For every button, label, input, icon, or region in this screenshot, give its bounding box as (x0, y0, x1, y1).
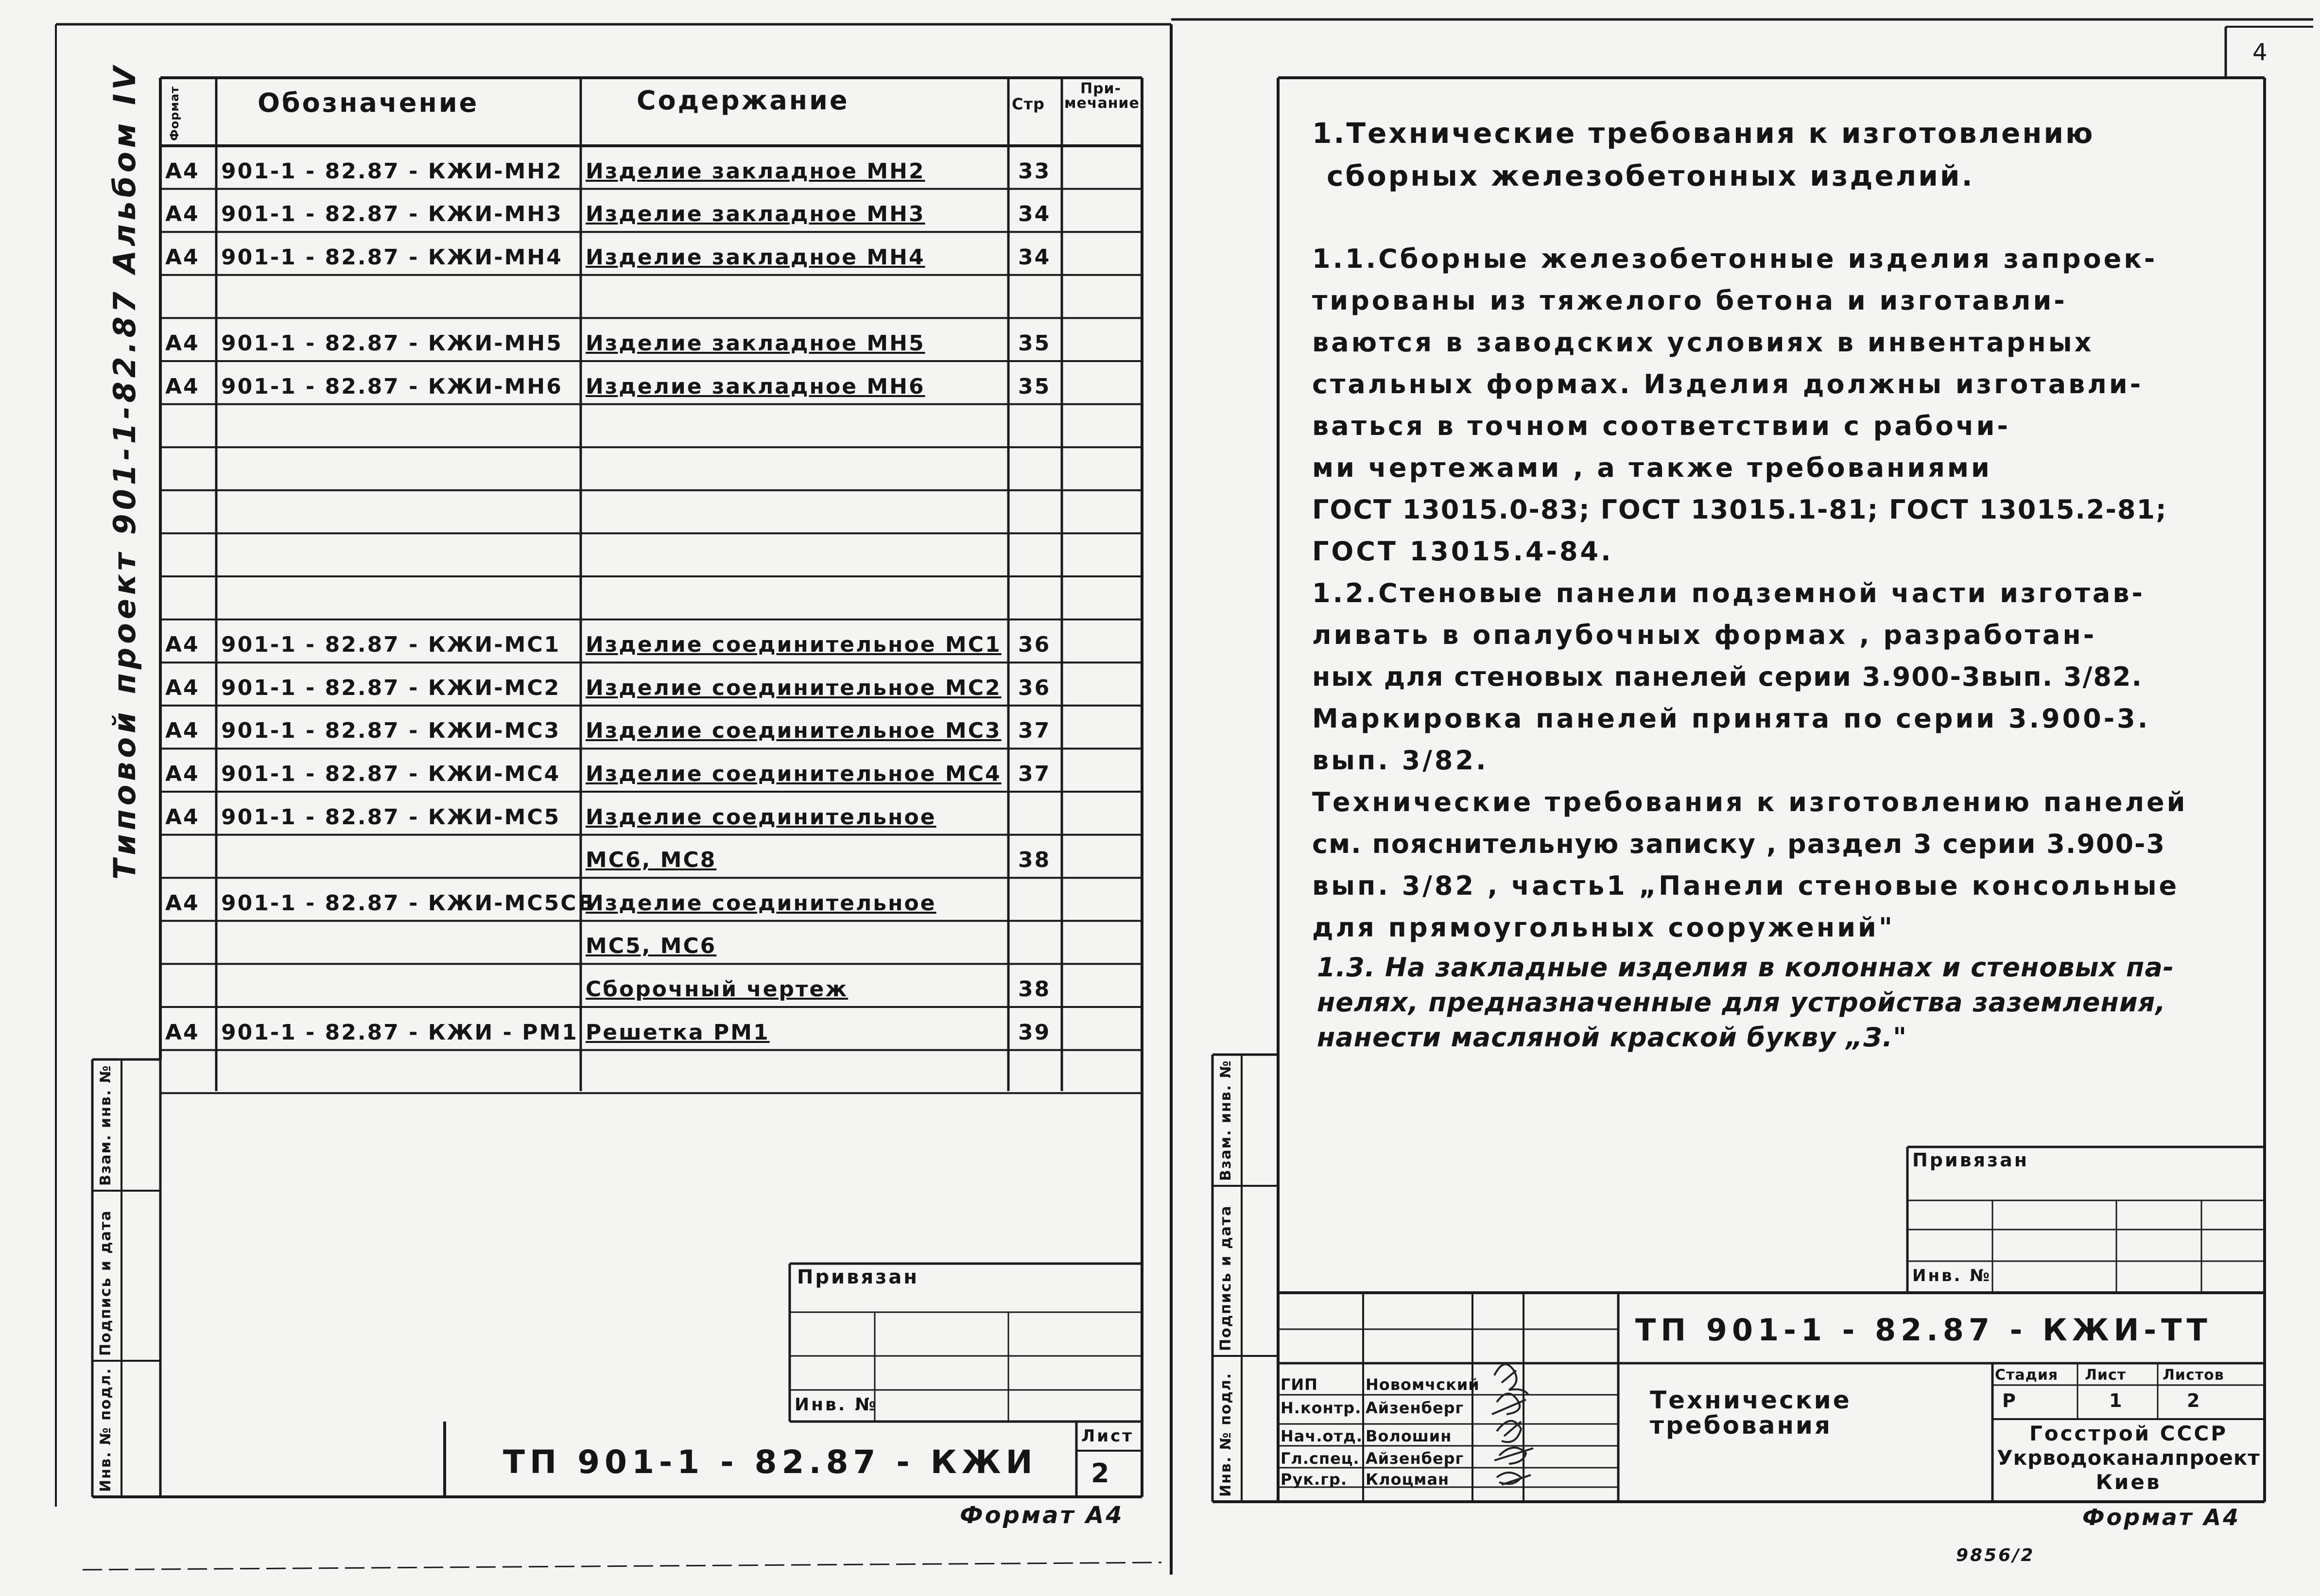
row-format: А4 (165, 374, 200, 399)
inv-no-label: Инв. № (1912, 1266, 1992, 1285)
paragraph-line: Технические требования к изготовлению панелей (1312, 787, 2188, 817)
format-note: Формат А4 (2082, 1504, 2241, 1530)
row-content: Сборочный чертеж (586, 976, 848, 1002)
privyazan-label: Привязан (1912, 1149, 2029, 1171)
table-row (0, 1007, 1171, 1050)
signature-name: Айзенберг (1366, 1399, 1464, 1417)
table-row (0, 533, 1171, 576)
signature-role: Рук.гр. (1281, 1470, 1347, 1489)
header-page: Стр (1012, 95, 1045, 113)
row-designation: 901-1 - 82.87 - КЖИ-МН3 (221, 202, 563, 227)
privyazan-label: Привязан (797, 1266, 919, 1288)
sheet-header: Лист (2085, 1367, 2127, 1384)
table-row (0, 964, 1171, 1007)
row-format: А4 (165, 244, 200, 270)
paragraph-line: 1.2.Стеновые панели подземной части изготав- (1312, 578, 2145, 608)
signature-name: Волошин (1366, 1427, 1452, 1445)
margin-label-vzam: Взам. инв. № (1217, 1059, 1234, 1181)
table-row (0, 748, 1171, 792)
row-format: А4 (165, 675, 200, 700)
row-content: Изделие закладное МН4 (586, 244, 925, 270)
row-content: Изделие закладное МН5 (586, 330, 925, 356)
row-page: 34 (1018, 244, 1051, 270)
paragraph-line: вып. 3/82. (1312, 745, 1489, 776)
paragraph-line: ливать в опалубочных формах , разработан- (1312, 620, 2097, 650)
signature-role: Гл.спец. (1281, 1449, 1360, 1468)
paragraph-line: для прямоугольных сооружений" (1312, 912, 1895, 943)
row-page: 37 (1018, 761, 1051, 786)
heading: 1.Технические требования к изготовлению сборных железобетонных изделий. (1312, 117, 2095, 192)
header-content: Содержание (637, 85, 849, 116)
row-content: Изделие соединительное (586, 890, 936, 916)
row-format: А4 (165, 761, 200, 786)
sheets-value: 2 (2187, 1390, 2202, 1411)
row-page: 35 (1018, 330, 1051, 356)
paragraph-line: ми чертежами , а также требованиями (1312, 452, 1992, 483)
sheet-label: Лист (1081, 1426, 1134, 1446)
row-content: Решетка РМ1 (586, 1020, 770, 1045)
item-1-3-line: 1.3. На закладные изделия в колоннах и стеновых па- (1317, 952, 2175, 983)
bottom-code: 9856/2 (1956, 1545, 2035, 1565)
table-row (0, 620, 1171, 663)
table-row (0, 1050, 1171, 1093)
table-row (0, 232, 1171, 275)
paragraph-line: вып. 3/82 , часть1 „Панели стеновые консольные (1312, 870, 2180, 901)
title-code: ТП 901-1 - 82.87 - КЖИ (503, 1443, 1038, 1481)
row-page: 39 (1018, 1020, 1051, 1045)
header-format: Формат (168, 86, 181, 141)
row-content: МС6, МС8 (586, 848, 717, 873)
table-row (0, 447, 1171, 490)
row-designation: 901-1 - 82.87 - КЖИ-МН5 (221, 330, 563, 356)
table-row (0, 878, 1171, 921)
header-note: При-мечание (1064, 80, 1140, 112)
org-block: Госстрой СССР Укрводоканалпроект Киев (1997, 1422, 2260, 1494)
row-designation: 901-1 - 82.87 - КЖИ-МН2 (221, 158, 563, 184)
margin-label-inv: Инв. № подл. (1217, 1372, 1234, 1497)
sheet-value: 1 (2109, 1390, 2124, 1411)
row-format: А4 (165, 330, 200, 356)
row-page: 34 (1018, 202, 1051, 227)
row-designation: 901-1 - 82.87 - КЖИ-МН6 (221, 374, 563, 399)
table-row (0, 662, 1171, 706)
row-page: 33 (1018, 158, 1051, 184)
right-sheet (1171, 0, 2320, 1596)
row-page: 38 (1018, 848, 1051, 873)
row-content: Изделие закладное МН6 (586, 374, 925, 399)
row-page: 38 (1018, 976, 1051, 1002)
row-content: МС5, МС6 (586, 934, 717, 959)
row-content: Изделие соединительное (586, 804, 936, 830)
table-row (0, 275, 1171, 318)
table-row (0, 706, 1171, 749)
paragraphs (1312, 238, 2188, 949)
row-designation: 901-1 - 82.87 - КЖИ-МС2 (221, 675, 561, 700)
row-content: Изделие закладное МН3 (586, 202, 925, 227)
margin-label-sign: Подпись и дата (97, 1210, 114, 1356)
row-page: 35 (1018, 374, 1051, 399)
paragraph-line: ных для стеновых панелей серии 3.900-3вып. 3/82. (1312, 661, 2143, 692)
margin-label-vzam: Взам. инв. № (97, 1064, 114, 1186)
signature-role: ГИП (1281, 1375, 1318, 1394)
signature-name: Клоцман (1366, 1470, 1450, 1489)
table-row (0, 921, 1171, 964)
header-designation: Обозначение (258, 87, 479, 118)
title-code: ТП 901-1 - 82.87 - КЖИ-ТТ (1635, 1312, 2212, 1348)
row-content: Изделие соединительное МС1 (586, 632, 1002, 658)
row-format: А4 (165, 1020, 200, 1045)
row-content: Изделие закладное МН2 (586, 158, 925, 184)
signature-role: Нач.отд. (1281, 1427, 1363, 1445)
sheet-value: 2 (1091, 1458, 1111, 1489)
paragraph-line: Маркировка панелей принята по серии 3.900-3. (1312, 703, 2150, 734)
side-caption: Типовой проект 901-1-82.87 Альбом IV (107, 62, 142, 880)
table-row (0, 361, 1171, 404)
margin-label-inv: Инв. № подл. (97, 1367, 114, 1492)
paragraph-line: тированы из тяжелого бетона и изготавли- (1312, 285, 2067, 316)
row-designation: 901-1 - 82.87 - КЖИ-МС5 (221, 804, 561, 830)
item-1-3-line: нелях, предназначенные для устройства заземления, (1317, 987, 2166, 1018)
paragraph-line: см. пояснительную записку , раздел 3 серии 3.900-3 (1312, 829, 2166, 859)
inv-no-label: Инв. № (795, 1395, 878, 1415)
table-row (0, 576, 1171, 620)
paragraph-line: стальных формах. Изделия должны изготавли- (1312, 369, 2144, 399)
sheets-header: Листов (2163, 1367, 2224, 1384)
row-content: Изделие соединительное МС3 (586, 718, 1002, 744)
paragraph-line: ГОСТ 13015.0-83; ГОСТ 13015.1-81; ГОСТ 13015.2-81; (1312, 494, 2167, 525)
row-content: Изделие соединительное МС4 (586, 761, 1002, 786)
row-designation: 901-1 - 82.87 - КЖИ-МС4 (221, 761, 561, 786)
stage-header: Стадия (1995, 1367, 2059, 1384)
row-format: А4 (165, 632, 200, 658)
row-format: А4 (165, 804, 200, 830)
table-row (0, 404, 1171, 448)
row-page: 36 (1018, 675, 1051, 700)
row-format: А4 (165, 890, 200, 916)
table-row (0, 835, 1171, 878)
row-content: Изделие соединительное МС2 (586, 675, 1002, 700)
row-designation: 901-1 - 82.87 - КЖИ-МС1 (221, 632, 561, 658)
stage-value: Р (2002, 1390, 2018, 1411)
table-row (0, 189, 1171, 232)
row-format: А4 (165, 158, 200, 184)
table-row (0, 318, 1171, 361)
doc-title: Технические требования (1650, 1386, 1852, 1440)
paragraph-line: ваться в точном соответствии с рабочи- (1312, 411, 2010, 441)
row-designation: 901-1 - 82.87 - КЖИ - РМ1 (221, 1020, 578, 1045)
row-format: А4 (165, 202, 200, 227)
table-row (0, 792, 1171, 835)
signature-name: Айзенберг (1366, 1449, 1464, 1468)
signature-role: Н.контр. (1281, 1399, 1362, 1417)
paragraph-line: ваются в заводских условиях в инвентарных (1312, 327, 2094, 358)
table-row (0, 146, 1171, 189)
paragraph-line: 1.1.Сборные железобетонные изделия запроек- (1312, 243, 2158, 274)
item-1-3 (1317, 950, 2174, 1055)
page-number: 4 (2252, 39, 2269, 66)
row-designation: 901-1 - 82.87 - КЖИ-МС5СБ (221, 890, 596, 916)
item-1-3-line: нанести масляной краской букву „З." (1317, 1022, 1907, 1053)
format-note: Формат А4 (960, 1502, 1124, 1529)
table-row (0, 490, 1171, 534)
paragraph-line: ГОСТ 13015.4-84. (1312, 536, 1613, 567)
row-page: 37 (1018, 718, 1051, 744)
row-designation: 901-1 - 82.87 - КЖИ-МН4 (221, 244, 563, 270)
row-format: А4 (165, 718, 200, 744)
row-designation: 901-1 - 82.87 - КЖИ-МС3 (221, 718, 561, 744)
margin-label-sign: Подпись и дата (1217, 1205, 1234, 1351)
row-page: 36 (1018, 632, 1051, 658)
signature-name: Новомчский (1366, 1375, 1480, 1394)
